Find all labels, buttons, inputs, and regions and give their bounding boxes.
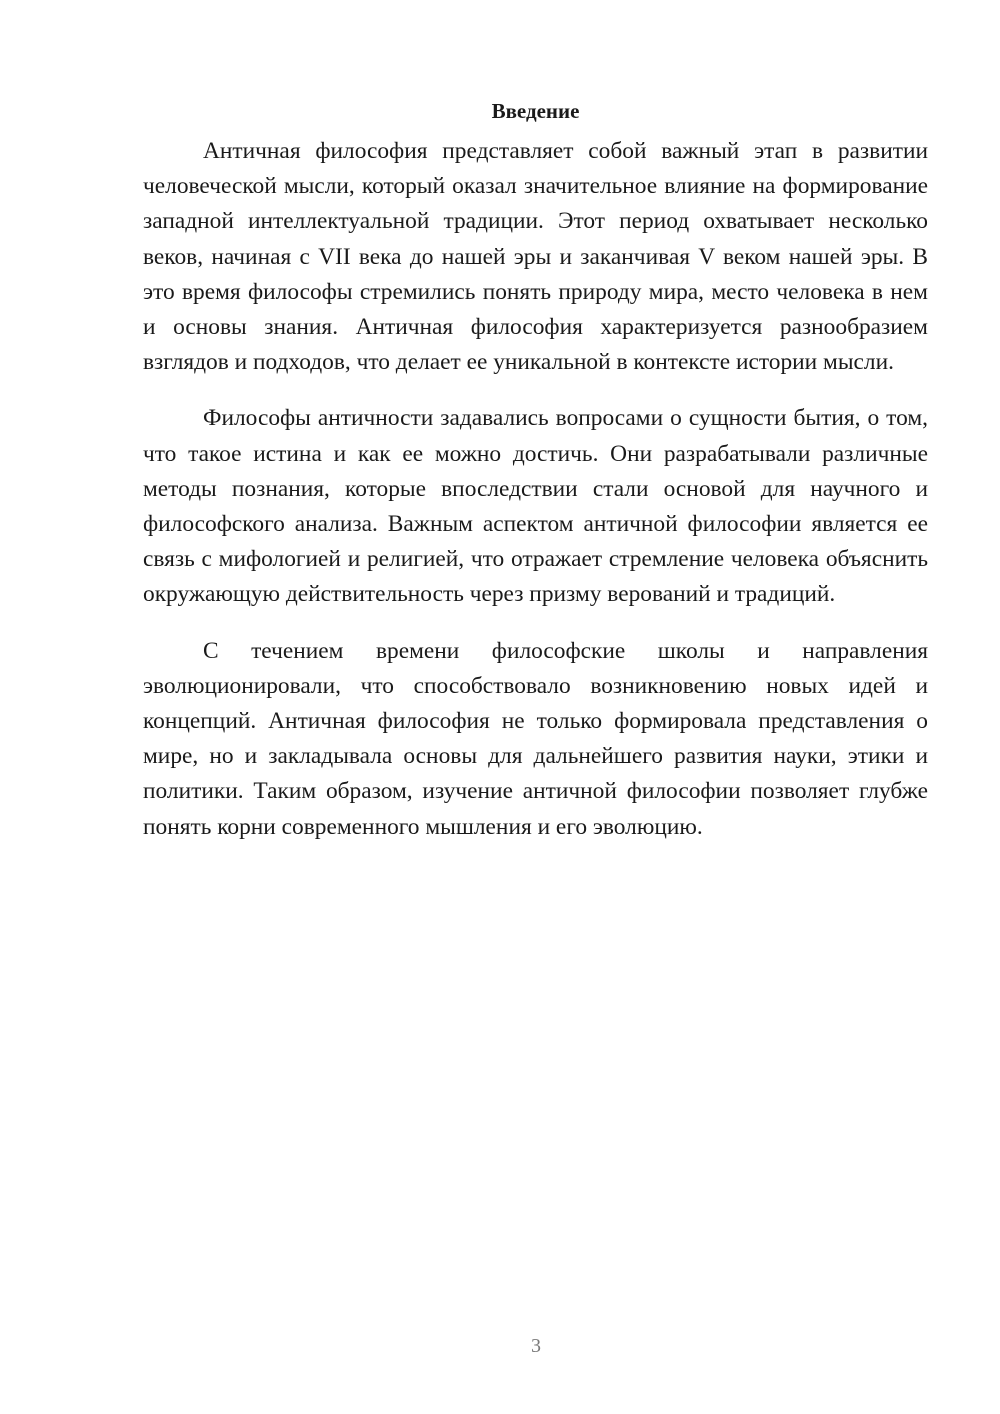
paragraph-1: Античная философия представляет собой важный этап в развитии человеческой мысли, который оказал значительное влияние на формирование западной интеллектуальной традиции. Этот период охватывает несколько веков, начиная с VII века до нашей эры и заканчивая V веком нашей эры. В это время философы стремились понять природу мира, место человека в нем и основы знания. Античная философия характеризуется разнообразием взглядов и подходов, что делает ее уникальной в контексте истории мысли.	[143, 138, 928, 376]
page-content	[143, 96, 928, 845]
section-heading: Введение	[491, 99, 580, 123]
paragraph-3: С течением времени философские школы и направления эволюционировали, что способствовало возникновению новых идей и концепций. Античная философия не только формировала представления о мире, но и закладывала основы для дальнейшего развития науки, этики и политики. Таким образом, изучение античной философии позволяет глубже понять корни современного мышления и его эволюцию.	[143, 637, 928, 840]
paragraph-2: Философы античности задавались вопросами о сущности бытия, о том, что такое истина и как ее можно достичь. Они разрабатывали различные методы познания, которые впоследствии стали основой для научного и философского анализа. Важным аспектом античной философии является ее связь с мифологией и религией, что отражает стремление человека объяснить окружающую действительность через призму верований и традиций.	[143, 405, 928, 608]
page-number: 3	[531, 1335, 541, 1357]
